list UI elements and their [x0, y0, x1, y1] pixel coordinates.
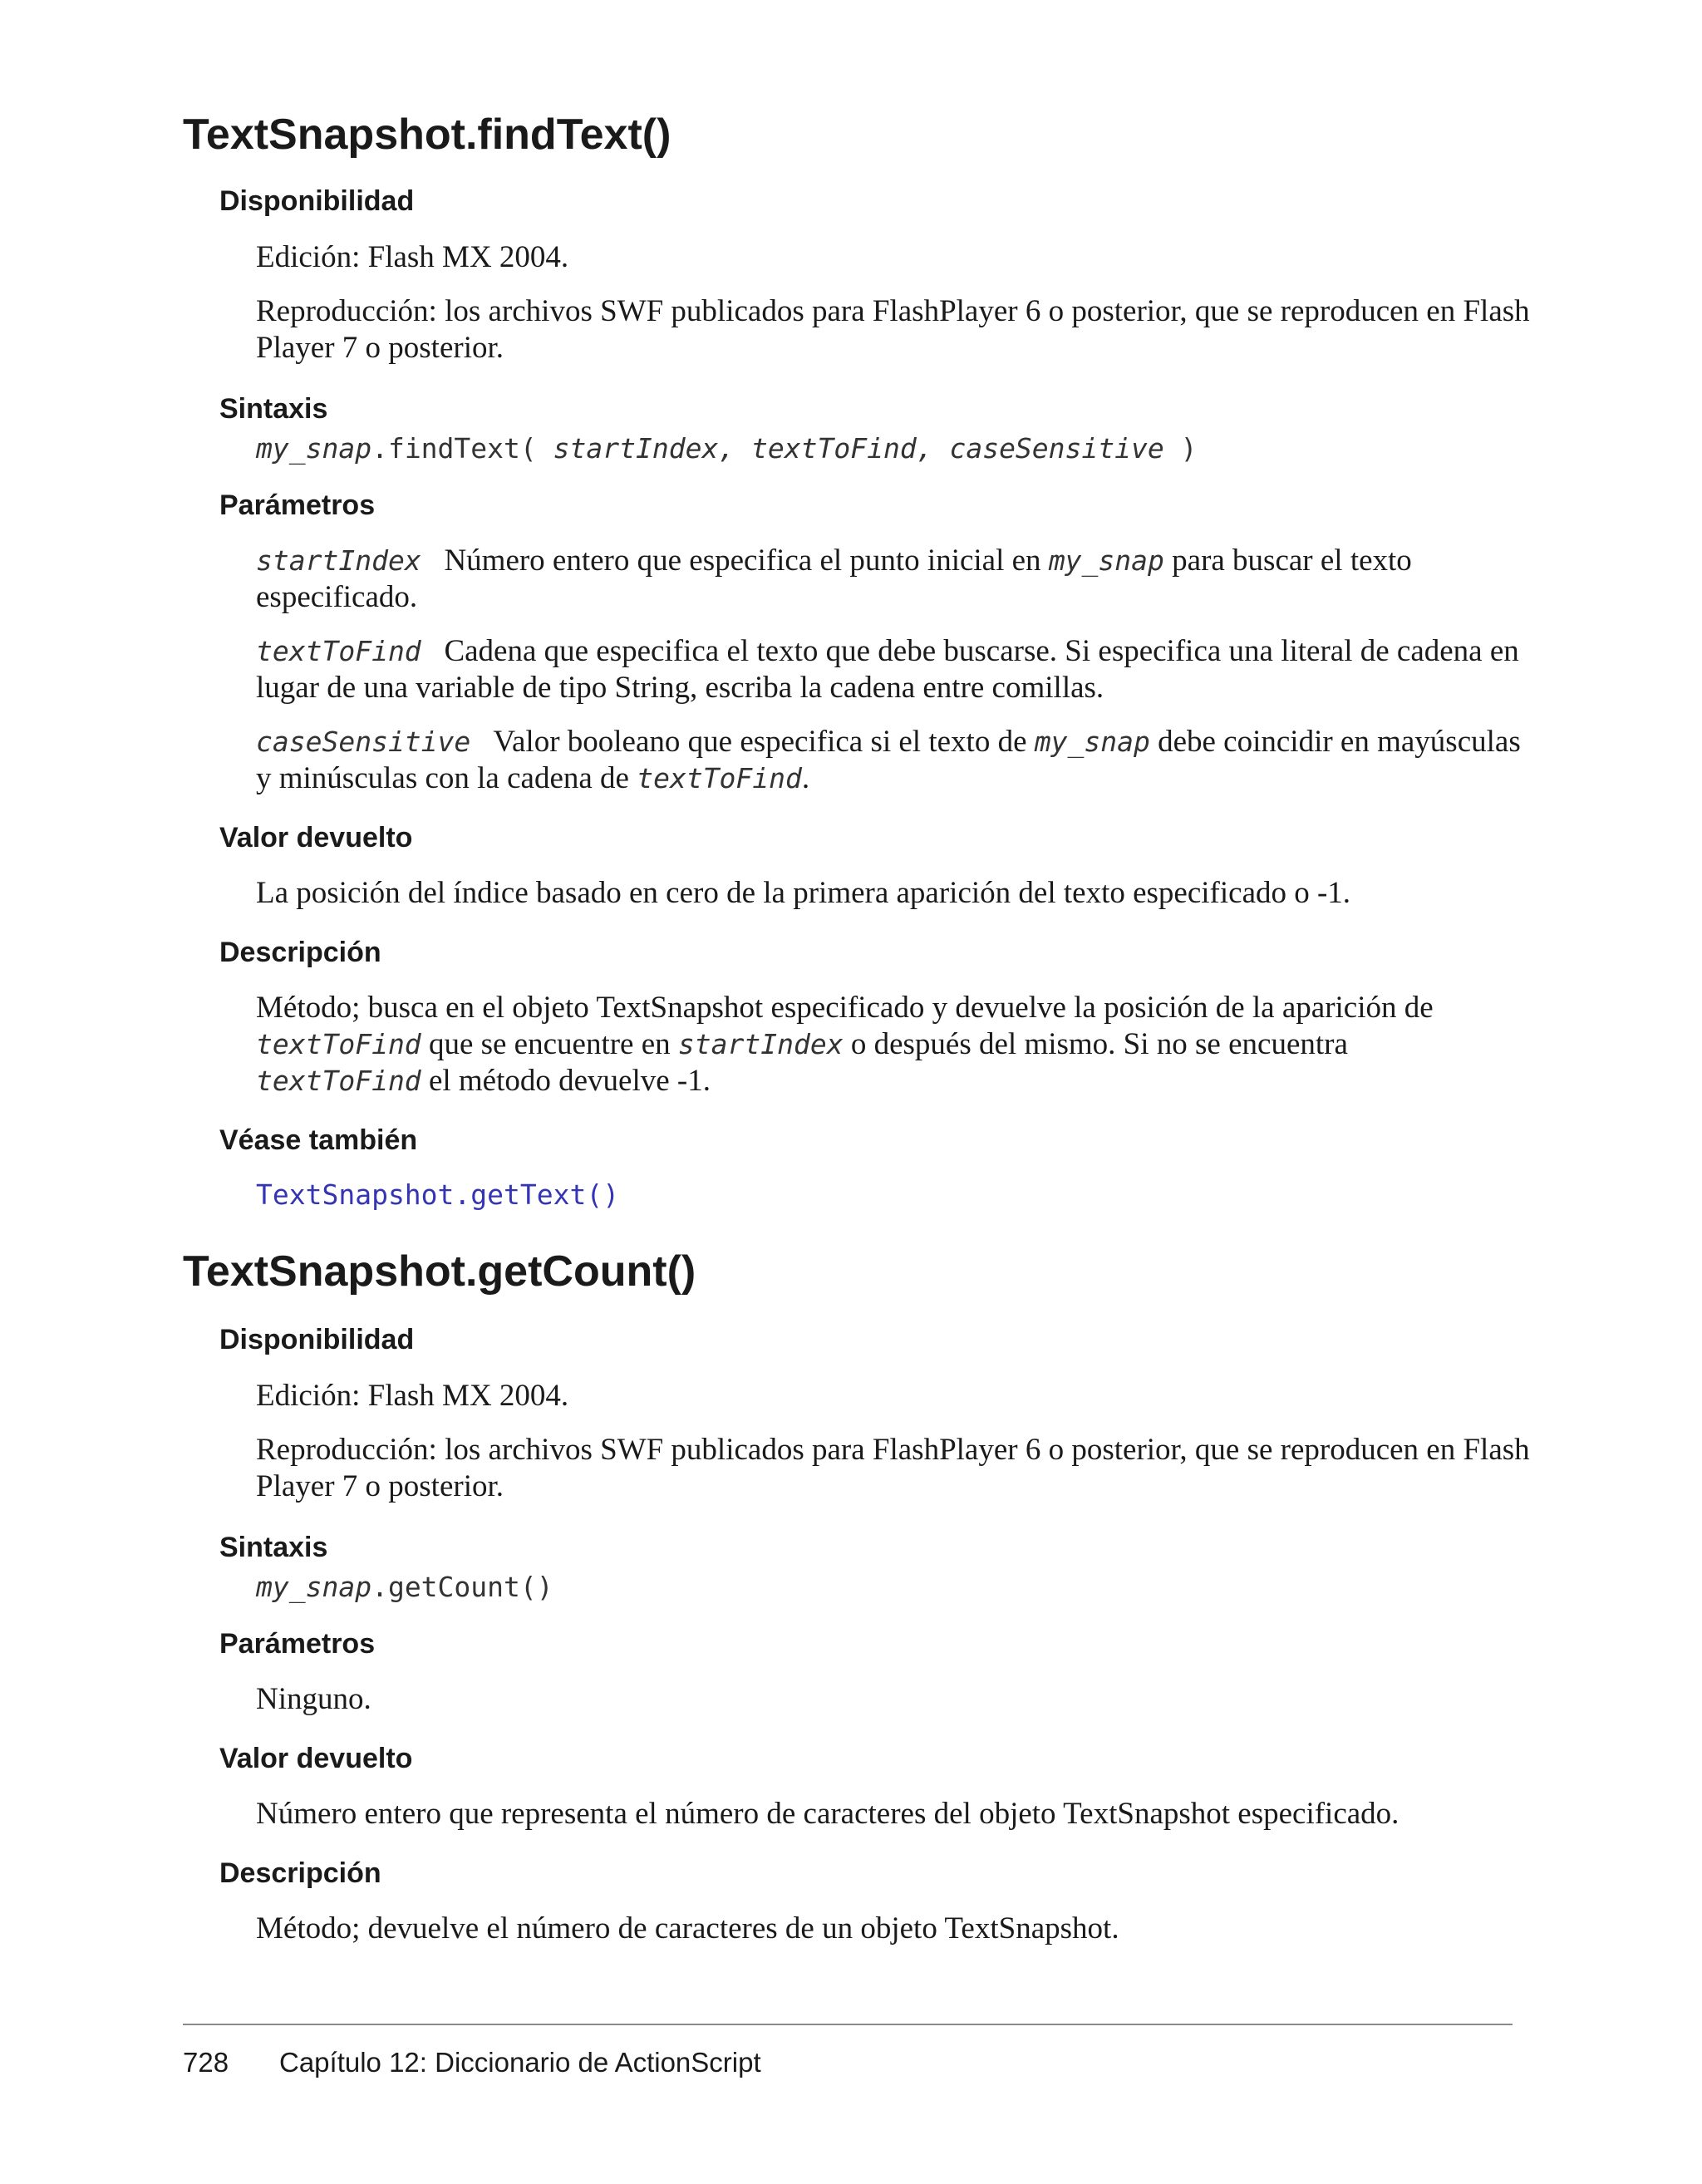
- parameter-text: Valor booleano que especifica si el texto de: [493, 725, 1027, 759]
- syntax-heading: Sintaxis: [219, 1532, 328, 1563]
- parameter-name: caseSensitive: [256, 726, 471, 758]
- parameter-item: [256, 724, 1536, 797]
- description-run: que se encuentre en: [428, 1027, 671, 1061]
- syntax-code: [256, 1569, 553, 1606]
- syntax-close: ): [1180, 432, 1198, 465]
- availability-playback: Reproducción: los archivos SWF publicados para FlashPlayer 6 o posterior, que se reproducen en Flash Player 7 o posterior.: [256, 1433, 1530, 1503]
- entry-title: TextSnapshot.findText(): [183, 111, 671, 159]
- parameter-text: Cadena que especifica el texto que debe buscarse. Si especifica una literal de cadena en lugar de una variable de tipo String, escriba la cadena entre comillas.: [256, 634, 1519, 705]
- parameters-text: Ninguno.: [256, 1682, 371, 1716]
- description-text: Método; devuelve el número de caracteres de un objeto TextSnapshot.: [256, 1911, 1119, 1945]
- description-heading: Descripción: [219, 1857, 381, 1889]
- returns-heading: Valor devuelto: [219, 1743, 413, 1774]
- availability-heading: Disponibilidad: [219, 1324, 415, 1355]
- returns-text: La posición del índice basado en cero de la primera aparición del texto especificado o -1.: [256, 876, 1351, 910]
- description-heading: Descripción: [219, 937, 381, 968]
- returns-heading: Valor devuelto: [219, 822, 413, 853]
- returns-text: Número entero que representa el número de caracteres del objeto TextSnapshot especificado.: [256, 1797, 1399, 1831]
- availability-edition: Edición: Flash MX 2004.: [256, 240, 569, 274]
- description-run: o después del mismo. Si no se encuentra: [850, 1027, 1348, 1061]
- syntax-method: .findText(: [371, 432, 537, 465]
- parameter-item: [256, 633, 1536, 706]
- description-ref: textToFind: [256, 1065, 421, 1097]
- parameter-ref: my_snap: [1048, 544, 1164, 577]
- see-also-heading: Véase también: [219, 1124, 418, 1156]
- page-number: 728: [183, 2047, 229, 2078]
- parameter-ref: textToFind: [637, 762, 802, 794]
- parameter-item: [256, 543, 1536, 616]
- parameters-heading: Parámetros: [219, 489, 376, 521]
- description-ref: textToFind: [256, 1028, 421, 1060]
- description-text: [256, 990, 1536, 1099]
- parameter-name: textToFind: [256, 635, 421, 667]
- description-run: Método; busca en el objeto TextSnapshot especificado y devuelve la posición de la aparición de: [256, 991, 1434, 1025]
- parameter-name: startIndex: [256, 544, 421, 577]
- see-also-link[interactable]: TextSnapshot.getText(): [256, 1178, 620, 1211]
- syntax-code: [256, 430, 1198, 467]
- syntax-object: my_snap: [256, 432, 372, 465]
- description-run: el método devuelve -1.: [428, 1064, 711, 1098]
- entry-title: TextSnapshot.getCount(): [183, 1247, 696, 1296]
- parameter-ref: my_snap: [1034, 726, 1150, 758]
- availability-playback: Reproducción: los archivos SWF publicados para FlashPlayer 6 o posterior, que se reproducen en Flash Player 7 o posterior.: [256, 294, 1530, 365]
- syntax-params: startIndex, textToFind, caseSensitive: [553, 432, 1164, 465]
- footer-divider: [183, 2024, 1513, 2025]
- parameter-text: .: [801, 761, 810, 795]
- parameters-heading: Parámetros: [219, 1628, 376, 1660]
- parameter-text: debe coincidir en mayúsculas y minúsculas con la cadena de: [256, 725, 1521, 795]
- chapter-title: Capítulo 12: Diccionario de ActionScript: [279, 2047, 761, 2078]
- syntax-object: my_snap: [256, 1571, 372, 1603]
- syntax-heading: Sintaxis: [219, 393, 328, 425]
- parameter-text: para buscar el texto especificado.: [256, 544, 1412, 614]
- syntax-method: .getCount(): [371, 1571, 553, 1603]
- description-ref: startIndex: [677, 1028, 844, 1060]
- availability-heading: Disponibilidad: [219, 185, 415, 217]
- parameter-text: Número entero que especifica el punto inicial en: [444, 544, 1041, 578]
- availability-edition: Edición: Flash MX 2004.: [256, 1379, 569, 1413]
